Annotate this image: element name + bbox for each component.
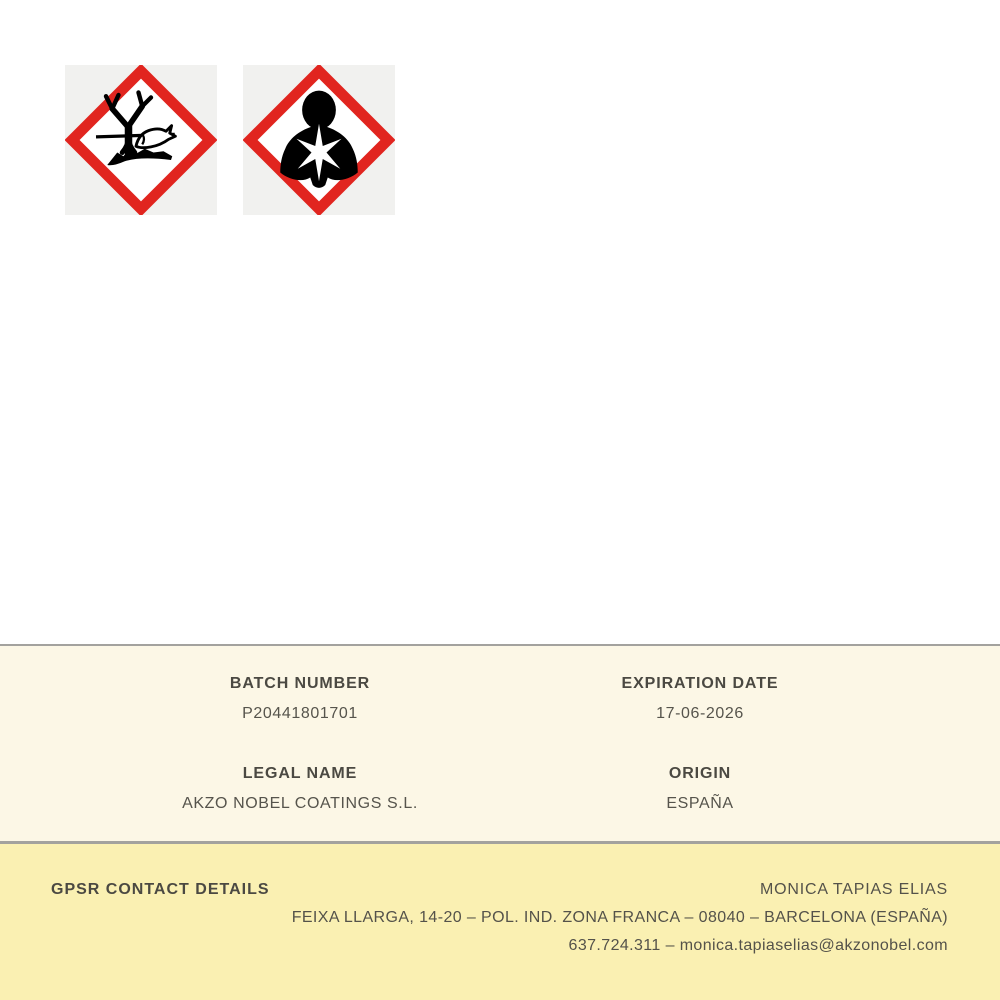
field-legal-name xyxy=(100,764,500,814)
field-value: P20441801701 xyxy=(242,705,358,722)
field-value: AKZO NOBEL COATINGS S.L. xyxy=(182,795,418,812)
field-origin xyxy=(500,764,900,814)
field-label: LEGAL NAME xyxy=(242,765,358,782)
field-label: ORIGIN xyxy=(668,765,732,782)
ghs08-health-hazard-svg xyxy=(243,65,395,215)
gpsr-contact-name: MONICA TAPIAS ELIAS xyxy=(760,881,948,898)
ghs08-health-hazard-icon xyxy=(243,65,395,215)
ghs09-environmental-hazard-icon xyxy=(65,65,217,215)
field-expiration-date xyxy=(500,674,900,724)
product-info-grid xyxy=(100,646,900,814)
gpsr-contact-phone-email: 637.724.311 – monica.tapiaselias@akzonobel.com xyxy=(568,937,948,954)
field-value: ESPAÑA xyxy=(666,795,734,812)
field-label: EXPIRATION DATE xyxy=(621,675,779,692)
field-value: 17-06-2026 xyxy=(656,705,744,722)
field-label: BATCH NUMBER xyxy=(229,675,371,692)
gpsr-contact-row xyxy=(51,880,948,900)
hazard-pictograms xyxy=(65,65,395,215)
gpsr-contact-panel xyxy=(0,841,1000,1000)
product-info-panel xyxy=(0,644,1000,841)
ghs09-environment-svg xyxy=(65,65,217,215)
gpsr-contact-label: GPSR CONTACT DETAILS xyxy=(51,881,270,898)
field-batch-number xyxy=(100,674,500,724)
gpsr-contact-address: FEIXA LLARGA, 14-20 – POL. IND. ZONA FRANCA – 08040 – BARCELONA (ESPAÑA) xyxy=(291,909,948,926)
